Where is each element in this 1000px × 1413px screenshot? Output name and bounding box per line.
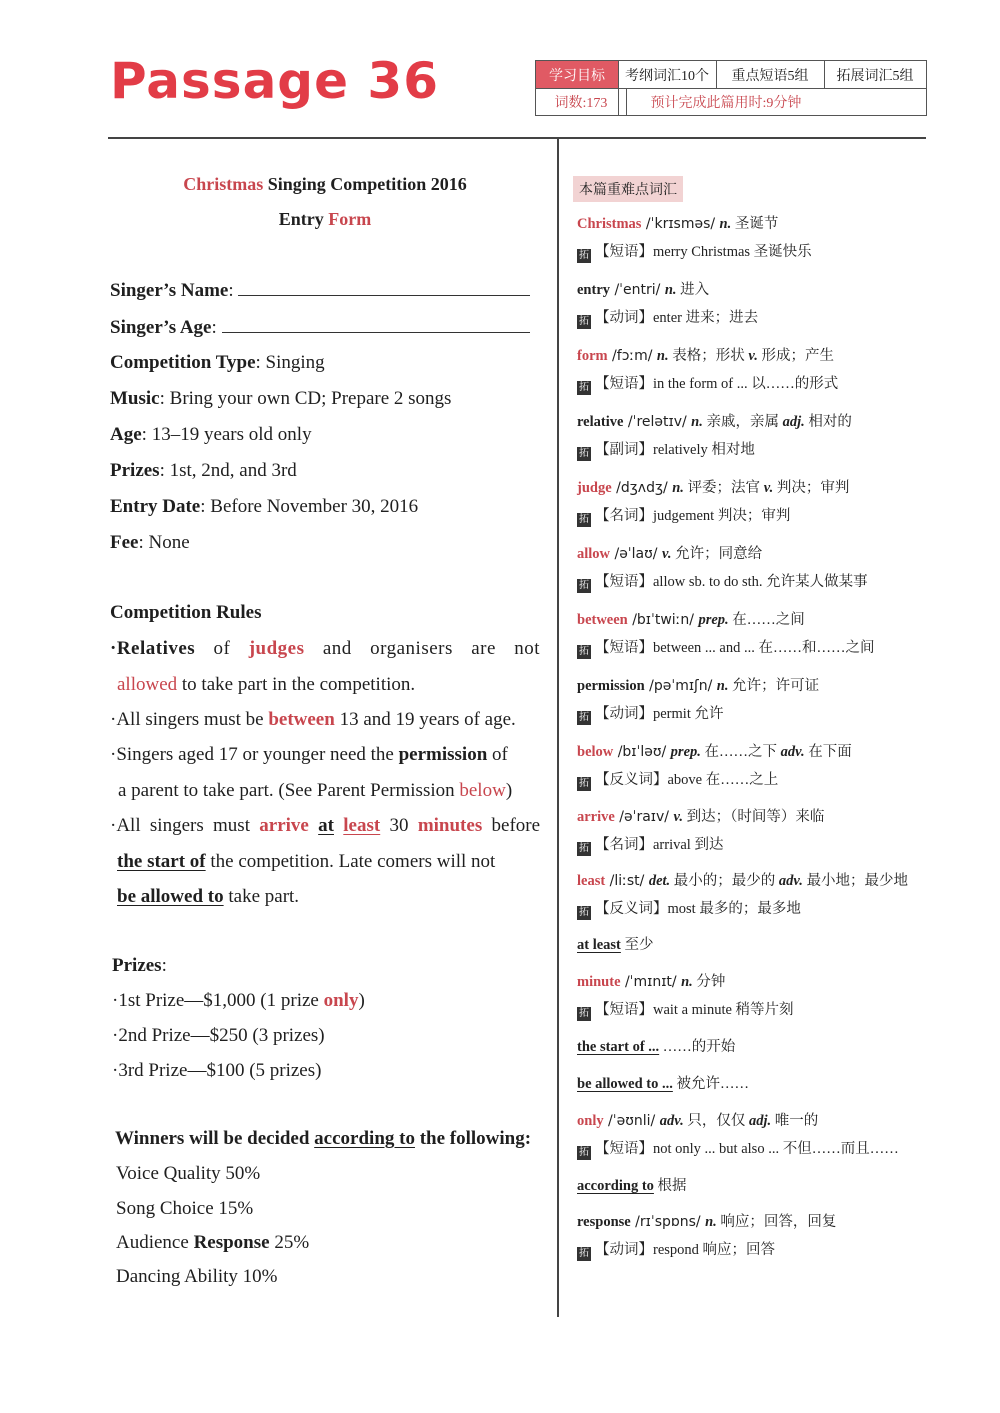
vocab-extension xyxy=(577,897,801,920)
vocab-definition: 在下面 xyxy=(804,744,852,760)
vocab-definition: 评委；法官 xyxy=(683,480,764,496)
singer-name-blank[interactable] xyxy=(238,279,530,296)
rule-word: and xyxy=(322,638,352,659)
vocab-extension xyxy=(577,702,723,725)
field-value: Bring your own CD; Prepare 2 songs xyxy=(164,388,452,409)
rule-text: ·Singers aged 17 or younger need the xyxy=(110,744,399,765)
rule-word-least: least xyxy=(343,815,381,836)
rule-text: to take part in the competition. xyxy=(177,674,416,695)
field-age xyxy=(110,424,312,446)
vocab-word: entry xyxy=(577,282,611,298)
prize-text: ) xyxy=(358,990,365,1011)
vocab-extension-text: 【动词】respond 响应；回答 xyxy=(595,1242,776,1258)
extension-badge-icon: 拓 xyxy=(579,712,589,723)
vocab-extension xyxy=(577,768,778,791)
vocab-pos: adv. xyxy=(778,873,803,889)
vocab-extension-text: 【短语】wait a minute 稍等片刻 xyxy=(595,1002,794,1018)
vocab-word: least xyxy=(577,873,606,889)
vocab-pos: n. xyxy=(664,282,677,298)
rule-4-line-3 xyxy=(117,886,299,908)
vocab-phonetic: /rɪˈspɒns/ xyxy=(630,1214,706,1230)
form-title-christmas: Christmas xyxy=(183,174,264,194)
vocab-definition: 相对的 xyxy=(804,414,852,430)
vocab-phrase-the-start-of xyxy=(577,1035,735,1056)
prize-2: ·2nd Prize—$250 (3 prizes) xyxy=(112,1025,325,1046)
field-label: Singer’s Name xyxy=(110,280,229,301)
vocab-phonetic: /liːst/ xyxy=(605,873,649,889)
vocab-pos: det. xyxy=(648,873,671,889)
vocab-extension-text: 【短语】between ... and ... 在……和……之间 xyxy=(595,640,875,656)
vocab-extension-text: 【短语】in the form of ... 以……的形式 xyxy=(595,376,839,392)
field-sep: : xyxy=(159,388,165,409)
field-label: Music xyxy=(110,388,160,409)
rule-phrase-be-allowed-to: be allowed to xyxy=(117,886,224,907)
rule-word-at: at xyxy=(318,815,334,836)
vocab-definition: 表格；形状 xyxy=(668,348,749,364)
vocab-definition: 在……之间 xyxy=(728,612,805,628)
field-fee xyxy=(110,532,190,554)
vocab-entry-entry xyxy=(577,278,709,299)
field-sep: : xyxy=(211,317,217,338)
goal-label: 学习目标 xyxy=(536,61,618,88)
rule-word-permission: permission xyxy=(398,744,488,765)
rule-3-line-2 xyxy=(118,780,512,802)
field-value: Singing xyxy=(260,352,325,373)
extension-badge-icon: 拓 xyxy=(579,316,589,327)
vocab-pos: v. xyxy=(763,480,774,496)
vocab-entry-permission xyxy=(577,674,819,695)
field-value: 13–19 years old only xyxy=(146,424,312,445)
vocab-phonetic: /pəˈmɪʃn/ xyxy=(644,678,717,694)
vocab-word: arrive xyxy=(577,809,615,825)
vocab-definition: 进入 xyxy=(676,282,710,298)
rule-text: take part. xyxy=(223,886,300,907)
field-label: Prizes xyxy=(110,460,160,481)
singer-age-blank[interactable] xyxy=(222,316,530,333)
field-sep: : xyxy=(255,352,261,373)
vocab-pos: n. xyxy=(672,480,684,496)
vocab-definition: 在……之下 xyxy=(700,744,781,760)
vocab-definition: 被允许…… xyxy=(672,1076,749,1092)
vocab-pos: n. xyxy=(656,348,669,364)
vocab-phonetic: /ˈmɪnɪt/ xyxy=(620,974,682,990)
vocab-word: only xyxy=(577,1113,604,1129)
vocab-word: below xyxy=(577,744,614,760)
field-prizes xyxy=(110,460,297,482)
vocab-entry-allow xyxy=(577,542,762,563)
field-sep: : xyxy=(228,280,234,301)
field-sep: : xyxy=(200,496,206,517)
vocab-extension-text: 【短语】merry Christmas 圣诞快乐 xyxy=(595,244,812,260)
field-value: Before November 30, 2016 xyxy=(205,496,419,517)
rule-3-line-1 xyxy=(110,744,508,766)
rule-word: singers xyxy=(149,815,204,836)
rule-text: a parent to take part. (See Parent Permission xyxy=(118,780,460,801)
rule-text: of xyxy=(487,744,508,765)
form-title xyxy=(110,174,540,195)
rule-word-arrive: arrive xyxy=(259,815,309,836)
rule-4-line-2 xyxy=(117,851,495,873)
goal-item: 考纲词汇10个 xyxy=(625,68,709,84)
vocab-extension-text: 【短语】allow sb. to do sth. 允许某人做某事 xyxy=(595,574,868,590)
vocab-phrase: be allowed to ... xyxy=(577,1076,673,1092)
vocab-extension xyxy=(577,570,868,593)
extension-badge-icon: 拓 xyxy=(579,1008,589,1019)
vocab-phrase-according-to xyxy=(577,1174,687,1195)
vocab-entry-response xyxy=(577,1210,836,1231)
vocab-extension-text: 【反义词】most 最多的；最多地 xyxy=(595,901,801,917)
criterion-text: 25% xyxy=(269,1232,310,1253)
winners-heading-text: the following: xyxy=(414,1128,532,1149)
winners-heading xyxy=(115,1128,531,1150)
extension-badge-icon: 拓 xyxy=(579,580,589,591)
vocab-entry-arrive xyxy=(577,805,824,826)
extension-badge-icon: 拓 xyxy=(579,382,589,393)
rule-1-line-1 xyxy=(110,638,540,660)
extension-badge-icon: 拓 xyxy=(579,778,589,789)
vocab-pos: n. xyxy=(719,216,732,232)
field-label: Competition Type xyxy=(110,352,256,373)
extension-badge-icon: 拓 xyxy=(579,250,589,261)
vocab-phrase-at-least xyxy=(577,933,654,954)
vocab-phonetic: /bɪˈtwiːn/ xyxy=(627,612,699,628)
learning-goal-table xyxy=(535,60,927,116)
rule-word: ·Relatives xyxy=(110,638,196,659)
rule-word: 30 xyxy=(389,815,409,836)
prize-1 xyxy=(112,990,365,1012)
rule-4-line-1 xyxy=(110,815,540,837)
vocab-definition: 只，仅仅 xyxy=(683,1113,749,1129)
vocab-extension xyxy=(577,636,875,659)
rule-word: must xyxy=(213,815,250,836)
vocab-definition: 唯一的 xyxy=(771,1113,819,1129)
vocab-extension xyxy=(577,438,755,461)
field-sep: : xyxy=(159,460,165,481)
rule-phrase-the-start-of: the start of xyxy=(117,851,206,872)
rule-text: ) xyxy=(505,780,513,801)
vocab-extension-text: 【名词】judgement 判决；审判 xyxy=(595,508,791,524)
vocab-pos: n. xyxy=(681,974,693,990)
vocab-pos: n. xyxy=(705,1214,717,1230)
vocab-word: response xyxy=(577,1214,631,1230)
vocab-word: between xyxy=(577,612,628,628)
vocab-pos: prep. xyxy=(698,612,729,628)
vocab-definition: 亲戚，亲属 xyxy=(702,414,783,430)
vocab-extension xyxy=(577,998,794,1021)
vocab-phonetic: /ˈrelətɪv/ xyxy=(623,414,692,430)
vocab-definition: ……的开始 xyxy=(659,1039,736,1055)
header-divider xyxy=(108,137,926,139)
vocab-extension-text: 【名词】arrival 到达 xyxy=(595,837,724,853)
vocab-word: form xyxy=(577,348,608,364)
field-competition-type xyxy=(110,352,325,374)
vocab-pos: v. xyxy=(673,809,683,825)
rules-heading xyxy=(110,602,261,624)
extension-badge-icon: 拓 xyxy=(579,907,589,918)
vocab-entry-minute xyxy=(577,970,725,991)
rule-text: ·All singers must be xyxy=(110,709,269,730)
vocab-definition: 根据 xyxy=(653,1178,687,1194)
vocab-pos: adv. xyxy=(659,1113,684,1129)
vocab-definition: 响应；回答，回复 xyxy=(716,1214,837,1230)
vocab-heading: 本篇重难点词汇 xyxy=(573,176,683,202)
field-label: Fee xyxy=(110,532,139,553)
form-subtitle xyxy=(110,209,540,230)
extension-badge-icon: 拓 xyxy=(579,646,589,657)
vocab-phrase: according to xyxy=(577,1178,654,1194)
vocab-extension xyxy=(577,240,812,263)
prize-word-only: only xyxy=(323,990,359,1011)
vocab-word: allow xyxy=(577,546,611,562)
vocab-extension xyxy=(577,1238,775,1261)
vocab-entry-only xyxy=(577,1109,818,1130)
vocab-extension xyxy=(577,1137,899,1160)
vocab-pos: v. xyxy=(748,348,758,364)
rule-word: organisers xyxy=(370,638,453,659)
prize-text: ·1st Prize—$1,000 (1 prize xyxy=(112,990,324,1011)
form-title-rest: Singing Competition 2016 xyxy=(263,174,467,194)
vocab-phrase: the start of ... xyxy=(577,1039,660,1055)
vocab-extension-text: 【动词】enter 进来；进去 xyxy=(595,310,759,326)
rule-word-allowed: allowed xyxy=(117,674,178,695)
vocab-definition: 圣诞节 xyxy=(731,216,779,232)
vocab-pos: v. xyxy=(661,546,672,562)
vocab-extension xyxy=(577,833,723,856)
vocab-pos: adv. xyxy=(780,744,805,760)
vocab-entry-relative xyxy=(577,410,852,431)
prize-3: ·3rd Prize—$100 (5 prizes) xyxy=(112,1060,322,1081)
vocab-definition: 允许；同意给 xyxy=(671,546,763,562)
vocab-entry-christmas xyxy=(577,212,778,233)
vocab-entry-form xyxy=(577,344,834,365)
field-label: Entry Date xyxy=(110,496,201,517)
vocab-pos: adj. xyxy=(782,414,805,430)
field-singer-age xyxy=(110,316,530,339)
field-label: Singer’s Age xyxy=(110,317,212,338)
vocab-phonetic: /ˈkrɪsməs/ xyxy=(641,216,720,232)
rule-word: of xyxy=(213,638,231,659)
rule-word-below: below xyxy=(459,780,506,801)
rule-text: 13 and 19 years of age. xyxy=(334,709,516,730)
criterion-voice: Voice Quality 50% xyxy=(116,1163,261,1184)
field-sep: : xyxy=(138,532,144,553)
vocab-definition: 判决；审判 xyxy=(773,480,850,496)
vocab-definition: 分钟 xyxy=(692,974,726,990)
criterion-audience xyxy=(116,1232,309,1254)
rule-2 xyxy=(110,709,516,731)
criterion-dancing: Dancing Ability 10% xyxy=(116,1266,278,1287)
vocab-extension-text: 【副词】relatively 相对地 xyxy=(595,442,755,458)
vocab-word: minute xyxy=(577,974,621,990)
criterion-song: Song Choice 15% xyxy=(116,1198,254,1219)
vocab-pos: n. xyxy=(691,414,703,430)
winners-heading-text: Winners will be decided xyxy=(115,1128,315,1149)
form-subtitle-form: Form xyxy=(328,209,372,229)
prizes-heading xyxy=(112,955,167,977)
page-title: Passage 36 xyxy=(110,52,439,110)
vocab-phonetic: /əˈraɪv/ xyxy=(614,809,674,825)
vocab-extension xyxy=(577,372,838,395)
vocab-definition: 形成；产生 xyxy=(757,348,835,364)
vocab-pos: prep. xyxy=(670,744,701,760)
vocab-extension-text: 【短语】not only ... but also ... 不但……而且…… xyxy=(595,1141,899,1157)
rule-word: before xyxy=(491,815,541,836)
field-sep: : xyxy=(141,424,147,445)
vocab-extension xyxy=(577,504,790,527)
rule-text: the competition. Late comers will not xyxy=(205,851,496,872)
field-value: 1st, 2nd, and 3rd xyxy=(164,460,297,481)
prizes-heading-colon: : xyxy=(161,955,167,976)
vocab-entry-between xyxy=(577,608,805,629)
vocab-phrase-be-allowed-to xyxy=(577,1072,749,1093)
vocab-word: judge xyxy=(577,480,612,496)
winners-phrase-according-to: according to xyxy=(314,1128,415,1149)
vocab-entry-judge xyxy=(577,476,849,497)
vocab-word: relative xyxy=(577,414,624,430)
field-music xyxy=(110,388,451,410)
rules-heading-text: Competition Rules xyxy=(110,602,262,623)
field-entry-date xyxy=(110,496,418,518)
vocab-definition: 到达；（时间等）来临 xyxy=(683,809,825,825)
vocab-phonetic: /ˈentri/ xyxy=(610,282,665,298)
goal-item: 拓展词汇5组 xyxy=(836,68,914,84)
extension-badge-icon: 拓 xyxy=(579,1248,589,1259)
rule-word-judges: judges xyxy=(248,638,305,659)
word-count: 词数:173 xyxy=(554,95,608,111)
rule-word: not xyxy=(514,638,541,659)
vocab-extension-text: 【动词】permit 允许 xyxy=(595,706,724,722)
vocab-pos: adj. xyxy=(748,1113,772,1129)
vocab-phonetic: /dʒʌdʒ/ xyxy=(611,480,673,496)
extension-badge-icon: 拓 xyxy=(579,1147,589,1158)
vocab-phonetic: /bɪˈləʊ/ xyxy=(613,744,671,760)
goal-item: 重点短语5组 xyxy=(731,68,809,84)
vocab-definition: 至少 xyxy=(620,937,654,953)
extension-badge-icon: 拓 xyxy=(579,843,589,854)
rule-word-minutes: minutes xyxy=(417,815,483,836)
vocab-phonetic: /əˈlaʊ/ xyxy=(610,546,662,562)
prizes-heading-text: Prizes xyxy=(112,955,162,976)
time-estimate: 预计完成此篇用时:9分钟 xyxy=(650,95,802,111)
vocab-extension-text: 【反义词】above 在……之上 xyxy=(595,772,779,788)
rule-word: ·All xyxy=(110,815,141,836)
rule-word: are xyxy=(471,638,496,659)
vocab-definition: 允许；许可证 xyxy=(728,678,820,694)
vocab-phonetic: /ˈəʊnli/ xyxy=(603,1113,660,1129)
extension-badge-icon: 拓 xyxy=(579,514,589,525)
criterion-word-response: Response xyxy=(193,1232,270,1253)
criterion-text: Audience xyxy=(116,1232,194,1253)
column-divider xyxy=(557,139,559,1317)
vocab-phrase: at least xyxy=(577,937,621,953)
rule-word-between: between xyxy=(268,709,335,730)
vocab-definition: 最小地；最少地 xyxy=(802,873,909,889)
field-singer-name xyxy=(110,279,530,302)
vocab-word: permission xyxy=(577,678,645,694)
vocab-extension xyxy=(577,306,758,329)
extension-badge-icon: 拓 xyxy=(579,448,589,459)
vocab-word: Christmas xyxy=(577,216,642,232)
vocab-entry-least xyxy=(577,869,908,890)
vocab-definition: 最小的；最少的 xyxy=(670,873,779,889)
vocab-phonetic: /fɔːm/ xyxy=(607,348,657,364)
vocab-pos: n. xyxy=(716,678,729,694)
form-subtitle-entry: Entry xyxy=(278,209,329,229)
vocab-entry-below xyxy=(577,740,852,761)
rule-1-line-2 xyxy=(117,674,415,696)
field-value: None xyxy=(143,532,190,553)
field-label: Age xyxy=(110,424,142,445)
